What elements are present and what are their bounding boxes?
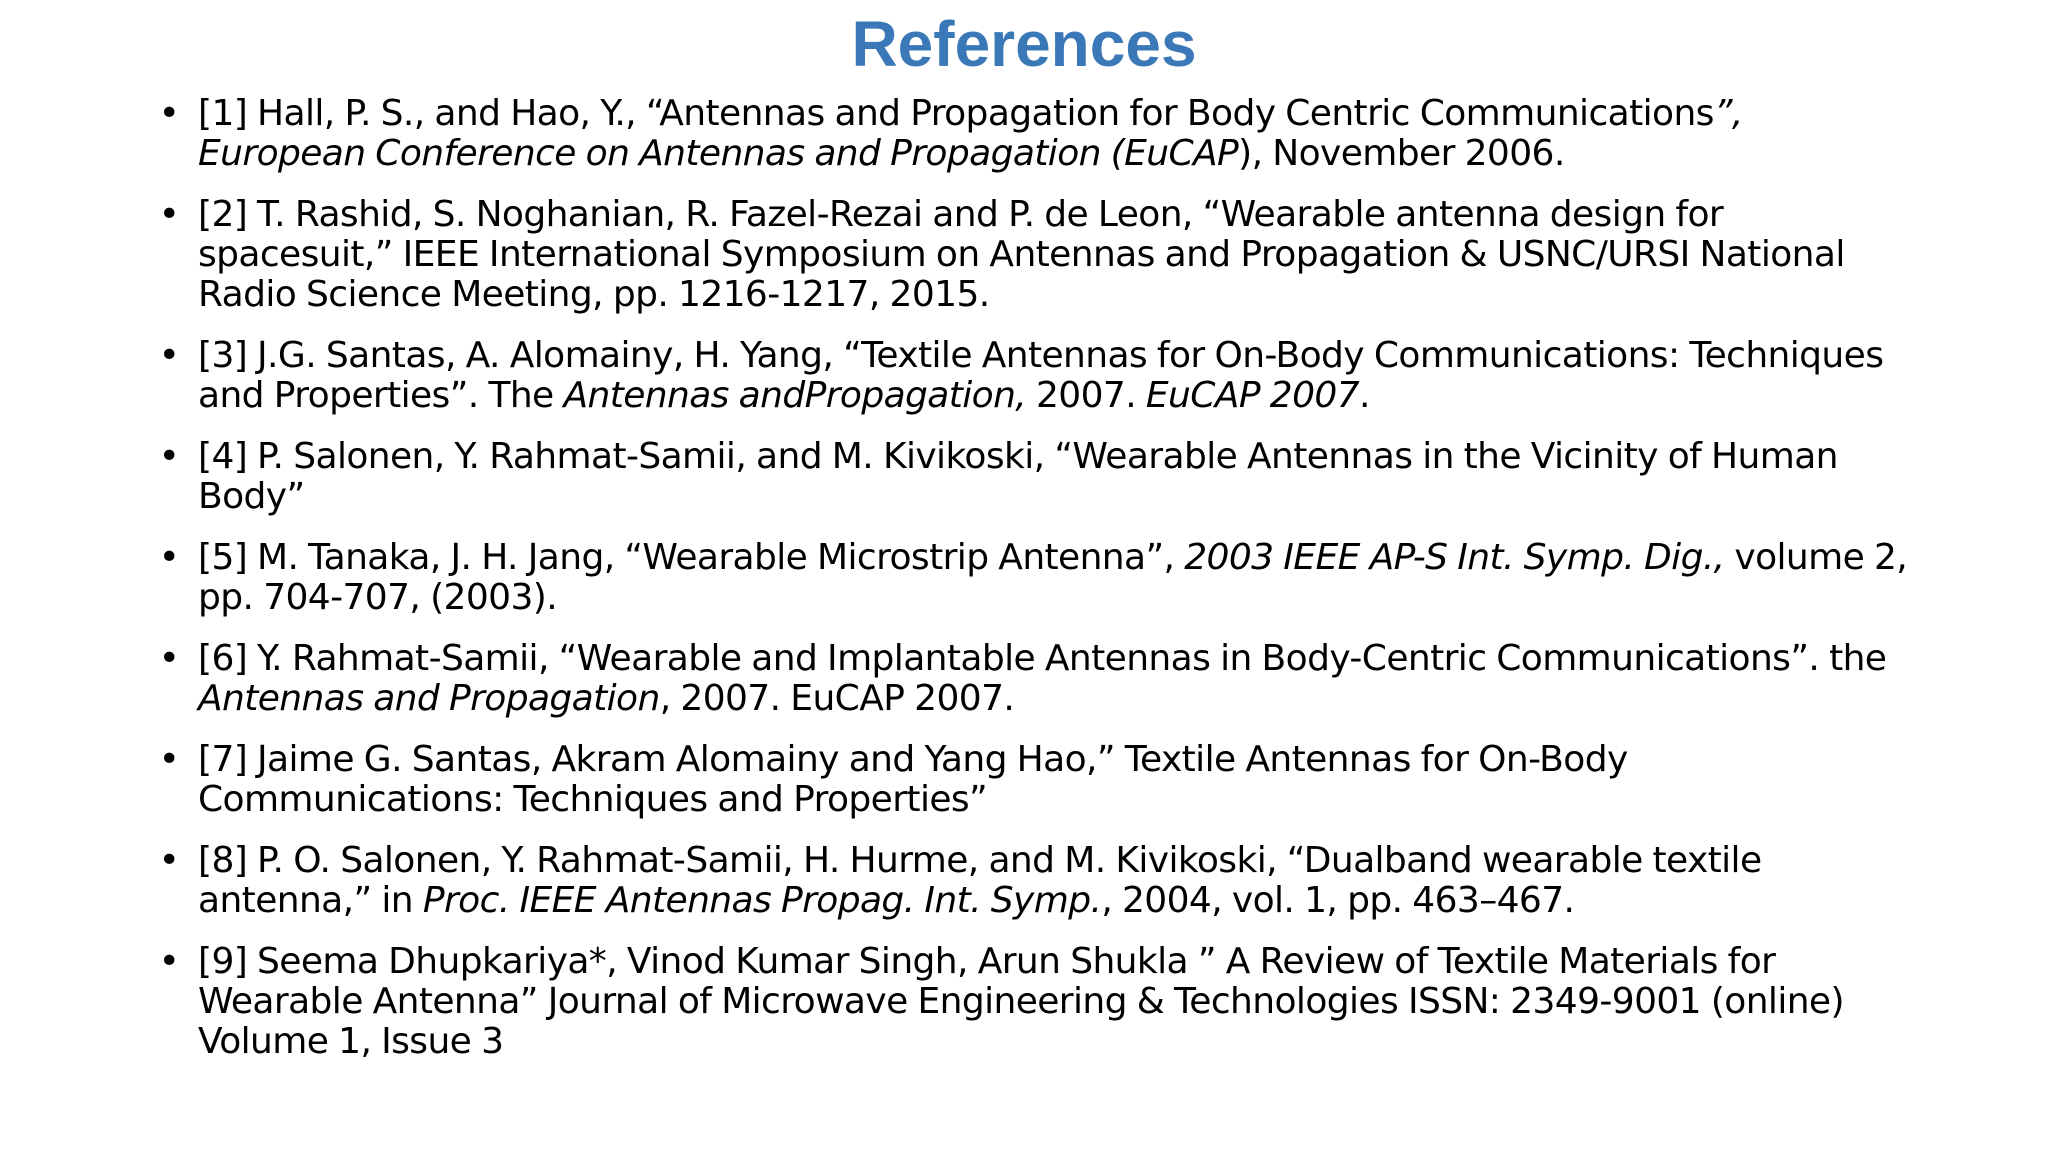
bullet-icon: • bbox=[158, 941, 180, 982]
reference-text: [4] P. Salonen, Y. Rahmat-Samii, and M. Kivikoski, “Wearable Antennas in the Vicinity of Human Body” bbox=[198, 436, 1838, 517]
bullet-icon: • bbox=[158, 335, 180, 376]
bullet-icon: • bbox=[158, 537, 180, 578]
reference-italic-text: Antennas andPropagation, bbox=[563, 375, 1027, 416]
reference-text: 2007. bbox=[1026, 375, 1146, 416]
reference-item-8 bbox=[154, 841, 1914, 921]
reference-italic-text: 2003 IEEE AP-S Int. Symp. Dig., bbox=[1184, 537, 1725, 578]
reference-item-6 bbox=[154, 639, 1914, 719]
reference-italic-text: Proc. IEEE Antennas Propag. Int. Symp. bbox=[422, 880, 1102, 921]
reference-item-2 bbox=[154, 195, 1914, 315]
reference-text: , 2007. EuCAP 2007. bbox=[659, 678, 1015, 719]
bullet-icon: • bbox=[158, 638, 180, 679]
reference-text: volume 2, pp. 704-707, (2003). bbox=[198, 537, 1908, 618]
reference-text: ), November 2006. bbox=[1238, 133, 1565, 174]
reference-item-5 bbox=[154, 538, 1914, 618]
reference-text: [3] J.G. Santas, A. Alomainy, H. Yang, “Textile Antennas for On-Body Communications: Techniques and Properties”. The bbox=[198, 335, 1884, 416]
reference-text: , 2004, vol. 1, pp. 463–467. bbox=[1101, 880, 1575, 921]
bullet-icon: • bbox=[158, 93, 180, 134]
bullet-icon: • bbox=[158, 194, 180, 235]
reference-text: [5] M. Tanaka, J. H. Jang, “Wearable Microstrip Antenna”, bbox=[198, 537, 1185, 578]
reference-italic-text: Antennas and Propagation bbox=[198, 678, 660, 719]
reference-text: [9] Seema Dhupkariya*, Vinod Kumar Singh, Arun Shukla ” A Review of Textile Materials for Wearable Antenna” Journal of Microwave Engineering & Technologies ISSN: 2349-9001 (online) Volume 1, Issue 3 bbox=[198, 941, 1844, 1062]
bullet-icon: • bbox=[158, 436, 180, 477]
reference-text: [6] Y. Rahmat-Samii, “Wearable and Implantable Antennas in Body-Centric Communications”. the bbox=[198, 638, 1887, 679]
reference-item-1 bbox=[154, 94, 1914, 174]
reference-italic-text: ”, European Conference on Antennas and Propagation (EuCAP bbox=[198, 93, 1743, 174]
reference-text: . bbox=[1359, 375, 1370, 416]
reference-text: [2] T. Rashid, S. Noghanian, R. Fazel-Rezai and P. de Leon, “Wearable antenna design for spacesuit,” IEEE International Symposium on Antennas and Propagation & USNC/URSI National Radio Science Meeting, pp. 1216-1217, 2015. bbox=[198, 194, 1845, 315]
bullet-icon: • bbox=[158, 739, 180, 780]
reference-item-4 bbox=[154, 437, 1914, 517]
reference-item-7 bbox=[154, 740, 1914, 820]
reference-item-3 bbox=[154, 336, 1914, 416]
reference-text: [7] Jaime G. Santas, Akram Alomainy and Yang Hao,” Textile Antennas for On-Body Communications: Techniques and Properties” bbox=[198, 739, 1628, 820]
bullet-icon: • bbox=[158, 840, 180, 881]
reference-italic-text: EuCAP 2007 bbox=[1145, 375, 1360, 416]
reference-item-9 bbox=[154, 942, 1914, 1062]
reference-text: [1] Hall, P. S., and Hao, Y., “Antennas and Propagation for Body Centric Communications bbox=[198, 93, 1714, 134]
slide-title: References bbox=[851, 8, 1197, 80]
reference-text: [8] P. O. Salonen, Y. Rahmat-Samii, H. Hurme, and M. Kivikoski, “Dualband wearable textile antenna,” in bbox=[198, 840, 1762, 921]
references-list bbox=[154, 94, 1914, 1083]
